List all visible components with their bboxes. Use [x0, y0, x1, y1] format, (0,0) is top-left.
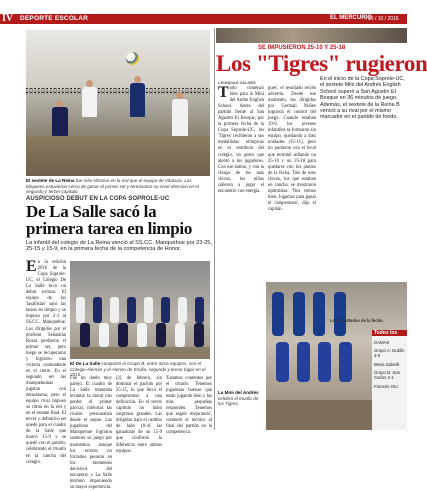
article-column-3: [2] de febrero, sin dominar el partido por 25-15, lo que llevó el compromiso a una definición. En el tercer capítulo no hubo sorpresas grandes. Las dirigidas bajo el cambio de lado (8-4) las ganadoras de un 15-9 que confirmó la diferencia entre ambos equipos.	[116, 376, 162, 454]
article-subhead: SE IMPUSIERON 25-10 Y 25-18	[258, 45, 346, 51]
article-column-4: 'Estamos contentos por el triunfo. Tenemos jugadoras buenas que están jugando bien y las más pequeñas responden. Tenemos que seguir mejorando', comentó el técnico al final del partido en la competencia.	[166, 376, 212, 436]
article-column-2: Fue un duelo muy parejo. El cuadro de La Salle intentaba levantar la moral tras perder el primer parcial, mientras las rivales presionaban desde el saque. Las jugadoras del Manquehue lograron sostener su juego por momentos, aunque los errores no forzados pesaron en los momentos decisivos del encuentro y La Salle terminó imponiendo su mayor experiencia.	[70, 376, 112, 490]
article-kicker: AUSPICIOSO DEBUT EN LA COPA SOPROLE-UC	[26, 196, 170, 202]
sidebar-item: Grupo A: Dublín 3-0	[374, 348, 405, 358]
results-sidebar	[372, 330, 407, 430]
sidebar-item: Francés Oto	[374, 384, 398, 389]
volleyball-match-photo	[26, 30, 210, 176]
tigers-photo-caption: La Mini del Andrés celebró el triunfo de los Tigres.	[218, 390, 259, 407]
article-lead: La infantil del colegio de La Reina venció al SS.CC. Manquehue por 23-25, 25-15 y 15-9, en la primera fecha de la competencia de Honor.	[26, 240, 212, 253]
team-photo-caption: El De La Salle conquistó el Grupo B, entre otros equipos, con el Colegio Alemán y el Alonso de Ercilla, segundo y tercer lugar en el 2015.	[70, 361, 206, 378]
top-photo-caption: El sextete de La Reina fue más efectivo en la red que el equipo de Vitacura. Las bloqueos estuvieron cerca de ganar el primer set y terminaron su nivel ofensivo en el segundo y tercer capítulo.	[26, 178, 199, 195]
team-photo	[70, 261, 210, 359]
sidebar-item: DAMAS	[374, 340, 390, 345]
sidebar-header: Todos los	[372, 330, 407, 336]
headline-line-1: De La Salle sacó la	[26, 202, 157, 221]
article-byline: LEONIDAS VALDÉS	[218, 80, 256, 85]
article-headline: Los "Tigres" rugieron	[216, 51, 427, 76]
article-column-1: En la edición 2016 de la Copa Soprole-UC, el Colegio De La Salle tuvo un debut exitoso. El equipo de los 'lasallistas' sacó las tareas en limpio y se impuso por 2-1 al SS.CC. Manquehue. Los dirigidos por el profesor Sebastián Rozas perdieron el primer set, pero luego se recuperaron y lograron una victoria contundente en el cierre. En el segundo set las manquehuinas jugaron con entusiasmo, pero el equipo rival impuso su ritmo en la red y en el remate final. El tercer y definitivo set quedó para el cuadro de la Salle que marcó 15-9 y se quedó con el partido, celebrando el triunfo en la cancha del colegio.	[26, 258, 66, 465]
issue-date: 15 / 10 / 2016	[368, 15, 399, 22]
right-column-2: gues', el resultado recién advertía. Desde ese momento, los dirigidos por Germán Nuñez lograron el control del juego. Cuando estaban 19-9, los jóvenes infantiles se formaron sin equipo, quedando a diez unidades (15-11), pero no pudieron con el local que terminó sellando un 25-10 y un 25-18 para quedarse con los puntos de la fecha. Tres de esos chicos, los que estaban en cancha, se mostraron optimistas. 'Nos vemos bien. Jugamos para ganar el campeonato', dijo el capitán.	[268, 86, 316, 212]
section-title: DEPORTE ESCOLAR	[20, 15, 89, 22]
top-strip-photo	[216, 28, 407, 43]
column-divider	[214, 28, 215, 430]
page-number: IV	[2, 13, 14, 24]
right-lead: En el inicio de la Copa Soprole-UC, el sextete Mini del Andrés English School superó a San Agustín El Bosque en 36 minutos de juego. Además, el sextete de la Reina B venció a su rival por el mismo marcador en el partido de fondo.	[320, 76, 405, 121]
sidebar-title: Los resultados de la fecha	[330, 318, 383, 323]
headline-line-2: primera tarea en limpio	[26, 219, 193, 238]
sidebar-item: Mesa Salvelli	[374, 362, 400, 367]
sidebar-item: Grupo B: San Carlos 2-1	[374, 370, 401, 380]
volleyball-image	[126, 52, 139, 65]
right-column-1: Todo comenzó bien para la Mini del Andre English School. Antes del partido frente al San Agustín El Bosque, por la primera fecha de la Copa Soprole-UC, los 'Tigres' recibieron a sus medallistas olímpicas en el vestíbulo del colegio, un gesto que alentó a los jugadores. Con ese ánimo, y con la chispa de los más chicos, los niños salieron a jugar el encuentro con energía.	[218, 84, 264, 194]
publication-name: EL MERCURIO	[330, 15, 372, 21]
section-header-bar	[0, 14, 407, 24]
